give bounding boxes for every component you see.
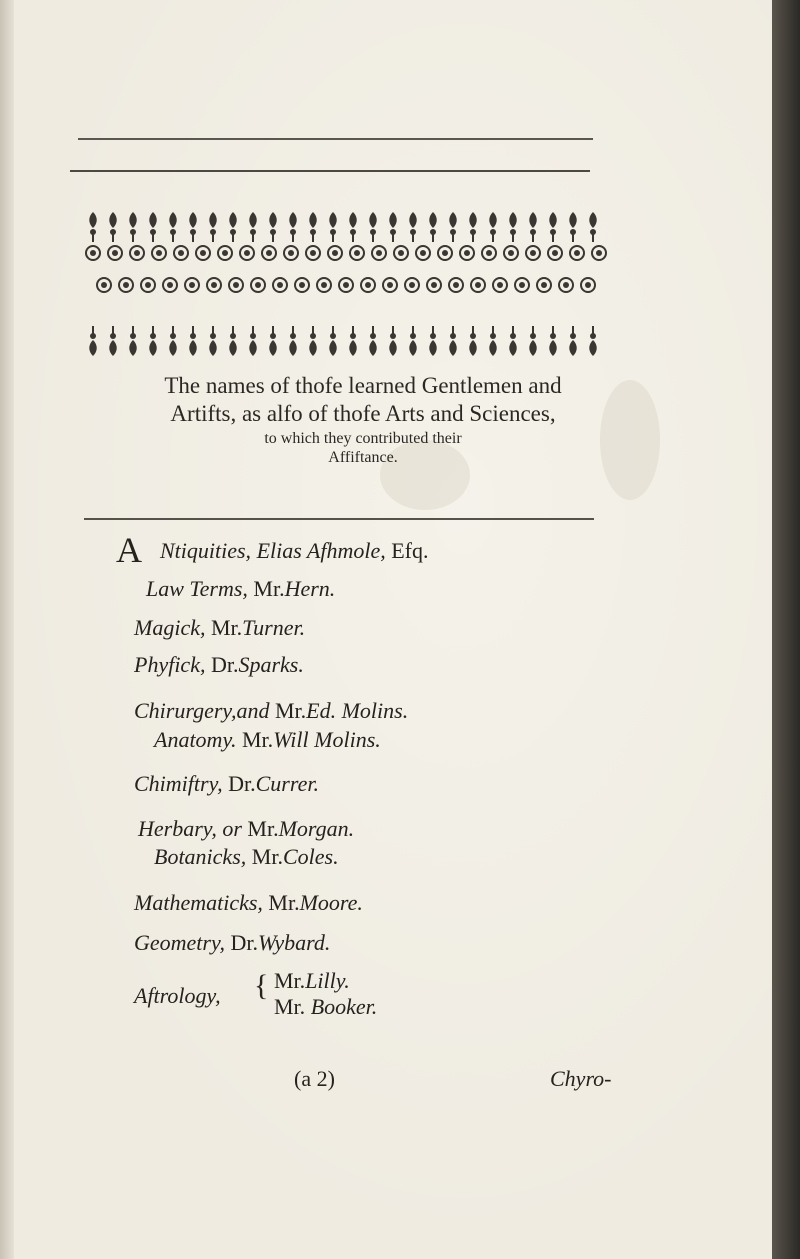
list-item [134, 652, 304, 678]
list-item [160, 538, 428, 564]
entry-subject: Chirurgery,and [134, 698, 270, 723]
ornament-row-4 [89, 326, 597, 356]
top-rule [78, 138, 593, 140]
entry-subject: Botanicks, [154, 844, 247, 869]
entry-subject: Mathematicks, [134, 890, 263, 915]
list-item [154, 844, 339, 870]
entry-subject: Ntiquities, [160, 538, 252, 563]
ornament-row-2 [86, 246, 606, 260]
entry-name: Mr.Will Molins. [242, 727, 381, 752]
list-item [146, 576, 335, 602]
page-heading [88, 372, 638, 468]
signature-mark: (a 2) [294, 1066, 335, 1091]
drop-cap: A [116, 530, 142, 570]
page-gutter [0, 0, 14, 1259]
entry-name: Mr. Booker. [274, 994, 378, 1019]
entry-subject: Chimiftry, [134, 771, 223, 796]
entry-subject: Law Terms, [146, 576, 248, 601]
heading-line-4: Affiftance. [328, 449, 398, 467]
entry-name: Mr.Turner. [210, 615, 306, 640]
list-item [134, 615, 305, 641]
entry-name: Mr.Moore. [268, 890, 363, 915]
heading-line-1: The names of thofe learned Gentlemen and [164, 373, 562, 398]
entry-name: Mr.Ed. Molins. [274, 698, 409, 723]
list-item [134, 890, 363, 916]
entry-name: Dr.Wybard. [230, 930, 331, 955]
entry-name: Mr.Morgan. [247, 816, 355, 841]
list-item [154, 727, 381, 753]
list-item [134, 983, 221, 1009]
list-item [134, 930, 330, 956]
list-item [274, 994, 377, 1020]
section-divider [84, 518, 594, 520]
ornament-band [84, 210, 609, 358]
entry-name: Elias Afhmole, Efq. [256, 538, 429, 563]
list-item [274, 968, 350, 994]
ornament-row-3 [97, 278, 595, 292]
entry-subject: Geometry, [134, 930, 226, 955]
page-edge [772, 0, 800, 1259]
top-rule-2 [70, 170, 590, 172]
list-item [134, 698, 408, 724]
brace-mark: { [254, 969, 269, 1002]
entry-subject: Anatomy. [154, 727, 237, 752]
entry-name: Mr.Lilly. [274, 968, 350, 993]
list-item [138, 816, 354, 842]
entry-name: Mr.Hern. [253, 576, 336, 601]
entry-subject: Aftrology, [134, 983, 221, 1008]
heading-line-3: to which they contributed their [264, 430, 462, 448]
entry-name: Dr.Sparks. [210, 652, 304, 677]
ornament-row-1 [89, 212, 597, 242]
entry-subject: Magick, [134, 615, 206, 640]
catchword: Chyro- [550, 1066, 612, 1091]
list-item [134, 771, 319, 797]
heading-line-2: Artifts, as alfo of thofe Arts and Sciences, [170, 400, 556, 426]
entry-subject: Phyfick, [134, 652, 206, 677]
entry-name: Mr.Coles. [251, 844, 339, 869]
entry-name: Dr.Currer. [228, 771, 319, 796]
entry-subject: Herbary, or [138, 816, 242, 841]
